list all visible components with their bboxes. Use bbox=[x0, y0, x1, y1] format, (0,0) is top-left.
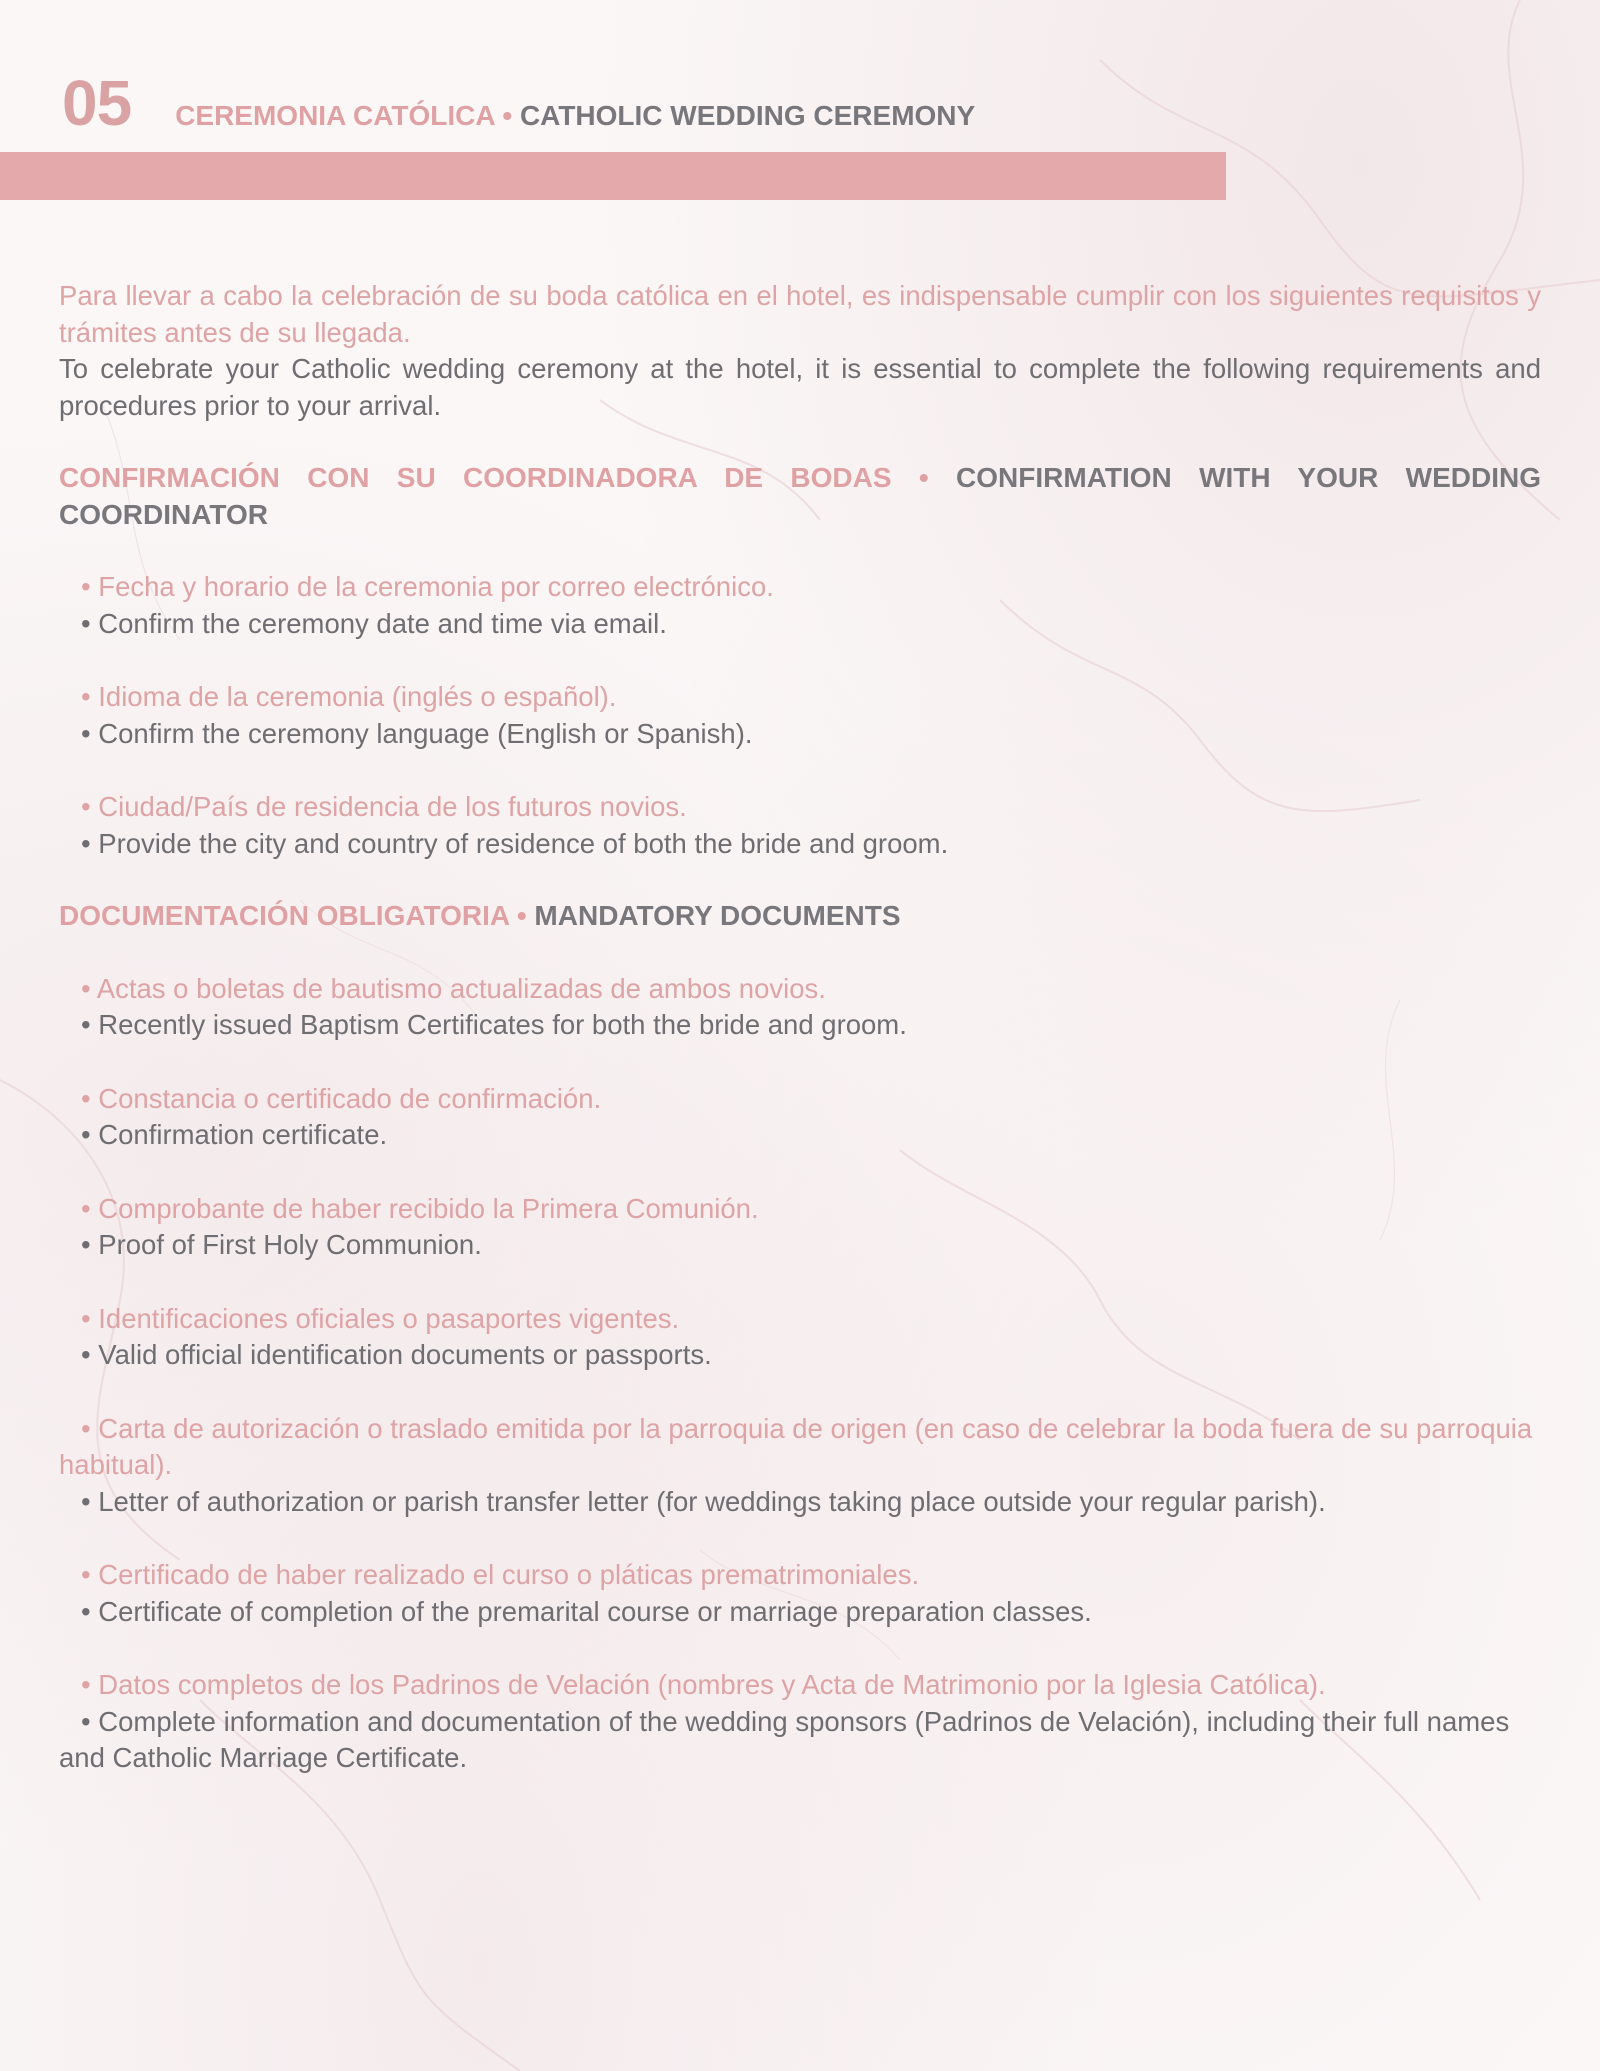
section-number: 05 bbox=[62, 67, 132, 139]
documents-heading bbox=[59, 898, 1541, 935]
list-item bbox=[59, 1301, 1541, 1374]
list-item bbox=[59, 789, 1541, 862]
intro-es: Para llevar a cabo la celebración de su boda católica en el hotel, es indispensable cumplir con los siguientes requisitos y trámites antes de su llegada. bbox=[59, 280, 1541, 348]
coordinator-heading-en: CONFIRMATION WITH YOUR WEDDING COORDINATOR bbox=[59, 462, 1541, 530]
documents-heading-en: MANDATORY DOCUMENTS bbox=[534, 900, 901, 931]
list-item-es: • Comprobante de haber recibido la Primera Comunión. bbox=[81, 1192, 759, 1224]
accent-bar bbox=[0, 152, 1226, 200]
list-item-en: • Valid official identification documents or passports. bbox=[81, 1339, 712, 1370]
section-title-es: CEREMONIA CATÓLICA • bbox=[175, 100, 513, 131]
list-item-es: • Certificado de haber realizado el curso o pláticas prematrimoniales. bbox=[81, 1559, 920, 1590]
list-item-en: • Certificate of completion of the premarital course or marriage preparation classes. bbox=[81, 1595, 1092, 1627]
list-item bbox=[59, 1667, 1541, 1777]
list-item bbox=[59, 1191, 1541, 1264]
list-item bbox=[59, 679, 1541, 752]
list-item-en: • Confirm the ceremony language (English or Spanish). bbox=[81, 717, 753, 749]
list-item-en: • Provide the city and country of residence of both the bride and groom. bbox=[81, 827, 949, 859]
list-item-es: • Carta de autorización o traslado emitida por la parroquia de origen (en caso de celebrar la boda fuera de su parroquia habitual). bbox=[59, 1412, 1533, 1480]
list-item-es: • Idioma de la ceremonia (inglés o español). bbox=[81, 681, 617, 712]
section-title-en: CATHOLIC WEDDING CEREMONY bbox=[519, 100, 976, 131]
list-item-en: • Proof of First Holy Communion. bbox=[81, 1229, 482, 1260]
list-item-es: • Datos completos de los Padrinos de Velación (nombres y Acta de Matrimonio por la Iglesia Católica). bbox=[81, 1669, 1326, 1700]
documents-heading-es: DOCUMENTACIÓN OBLIGATORIA • bbox=[59, 900, 527, 931]
list-item-en: • Confirmation certificate. bbox=[81, 1119, 388, 1150]
list-item-es: • Actas o boletas de bautismo actualizadas de ambos novios. bbox=[81, 972, 826, 1004]
list-item bbox=[59, 971, 1541, 1044]
intro-en: To celebrate your Catholic wedding ceremony at the hotel, it is essential to complete the following requirements and procedures prior to your arrival. bbox=[59, 353, 1541, 421]
list-item-es: • Identificaciones oficiales o pasaportes vigentes. bbox=[81, 1302, 680, 1334]
coordinator-heading-es: CONFIRMACIÓN CON SU COORDINADORA DE BODAS • bbox=[59, 462, 929, 493]
list-item bbox=[59, 569, 1541, 642]
section-header bbox=[62, 66, 975, 140]
coordinator-heading bbox=[59, 460, 1541, 533]
documents-list bbox=[59, 971, 1541, 1777]
list-item-en: • Recently issued Baptism Certificates for both the bride and groom. bbox=[81, 1009, 907, 1040]
section-title bbox=[175, 100, 975, 132]
list-item-en: • Confirm the ceremony date and time via email. bbox=[81, 607, 667, 639]
list-item-en: • Letter of authorization or parish transfer letter (for weddings taking place outside your regular parish). bbox=[81, 1485, 1326, 1517]
list-item bbox=[59, 1081, 1541, 1154]
coordinator-list bbox=[59, 569, 1541, 862]
list-item bbox=[59, 1411, 1541, 1521]
main-content bbox=[59, 278, 1541, 1814]
list-item-en: • Complete information and documentation of the wedding sponsors (Padrinos de Velación), including their full names and Catholic Marriage Certificate. bbox=[59, 1705, 1510, 1773]
list-item-es: • Fecha y horario de la ceremonia por correo electrónico. bbox=[81, 571, 774, 602]
list-item-es: • Ciudad/País de residencia de los futuros novios. bbox=[81, 791, 687, 822]
list-item bbox=[59, 1557, 1541, 1630]
list-item-es: • Constancia o certificado de confirmación. bbox=[81, 1082, 602, 1114]
